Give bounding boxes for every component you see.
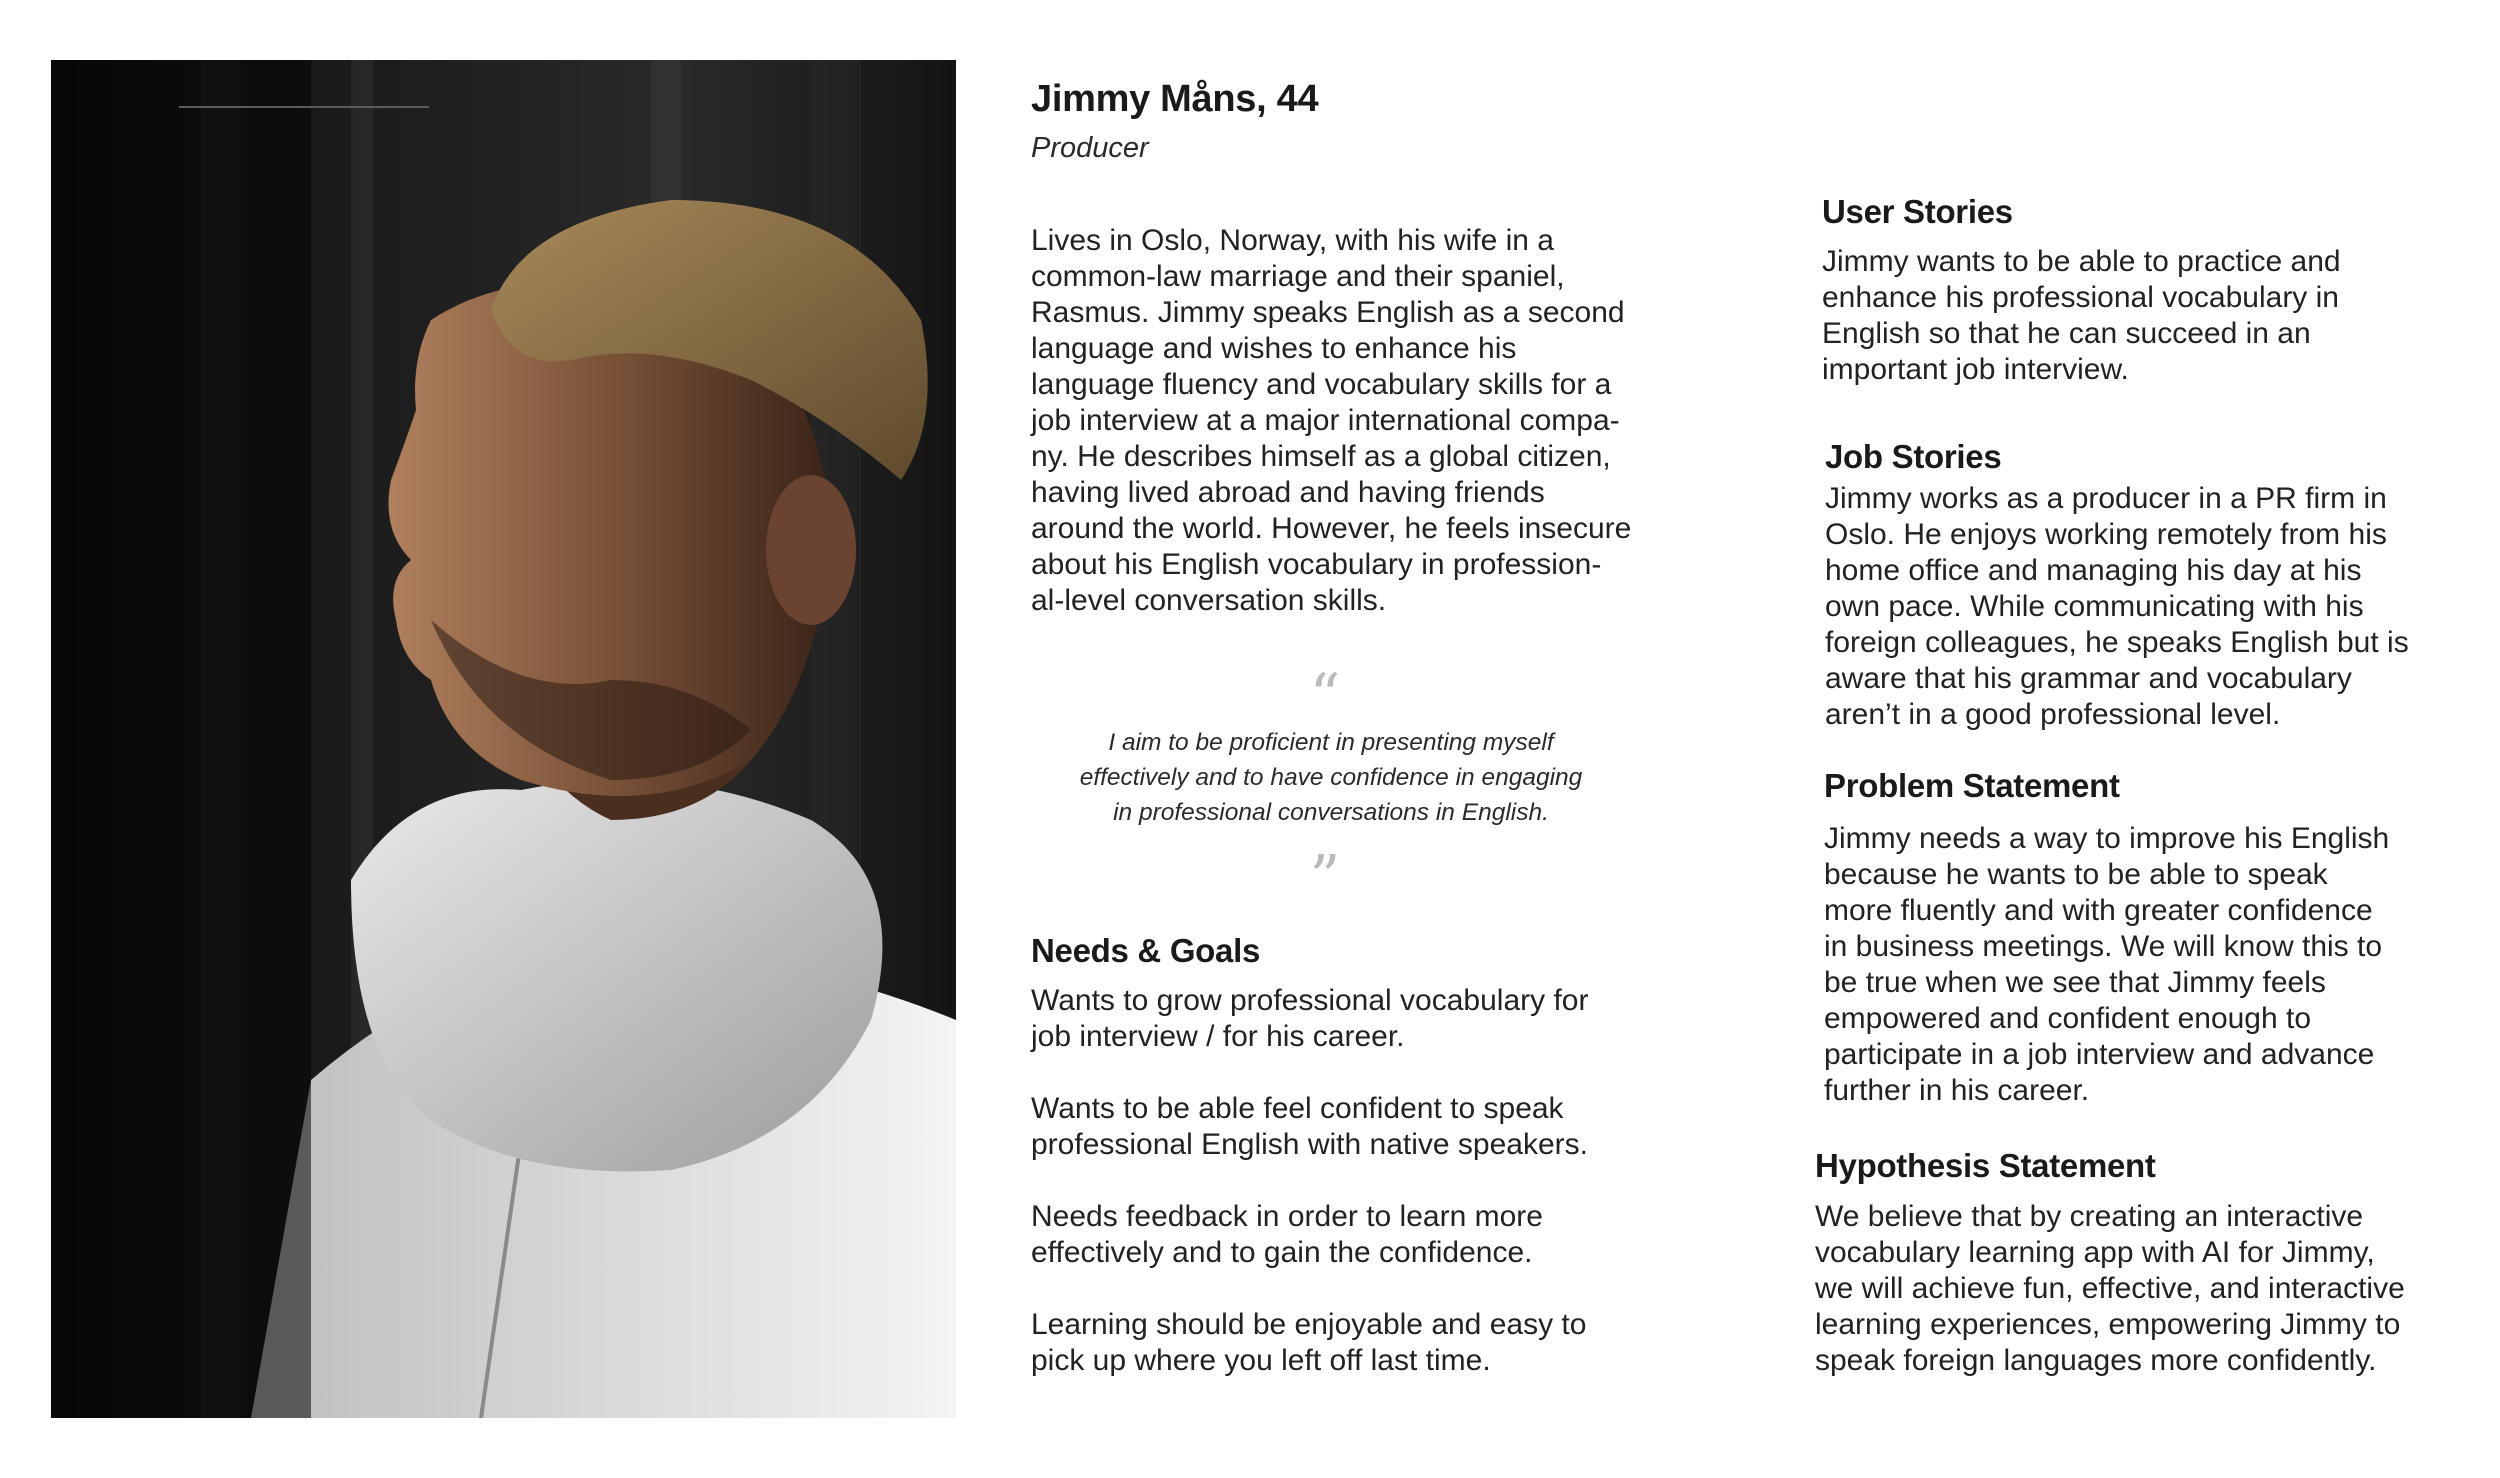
needs-goals-item: Wants to grow professional vocabulary for job interview / for his career. <box>1031 984 1589 1053</box>
persona-bio: Lives in Oslo, Norway, with his wife in a common-law marriage and their spaniel, Rasmus. Jimmy speaks English as a second language and wishes to enhance his language fluency and vocabulary skills for a job interview at a major international compa- ny. He describes himself as a global citizen, having lived abroad and having friends around the world. However, he feels insecure about his English vocabulary in profession- al-level conversation skills. <box>1031 224 1632 617</box>
persona-role: Producer <box>1031 132 1149 164</box>
quote-open-mark: “ <box>1309 661 1341 731</box>
quote-close-mark: ” <box>1309 843 1341 913</box>
problem-statement-heading: Problem Statement <box>1824 767 2120 804</box>
needs-goals-list <box>1031 983 1651 1415</box>
hypothesis-statement-heading: Hypothesis Statement <box>1815 1147 2156 1184</box>
job-stories-heading: Job Stories <box>1825 438 2002 475</box>
persona-photo <box>51 60 956 1418</box>
user-stories-text: Jimmy wants to be able to practice and enhance his professional vocabulary in English so that he can succeed in an important job interview. <box>1822 245 2341 386</box>
needs-goals-item: Wants to be able feel confident to speak professional English with native speakers. <box>1031 1092 1588 1161</box>
photo-divider-line <box>179 106 429 108</box>
job-stories-text: Jimmy works as a producer in a PR firm in Oslo. He enjoys working remotely from his home office and managing his day at his own pace. While communicating with his foreign colleagues, he speaks English but is aware that his grammar and vocabulary aren’t in a good professional level. <box>1825 482 2409 731</box>
persona-name: Jimmy Måns, 44 <box>1031 78 1319 120</box>
persona-quote: I aim to be proficient in presenting myself effectively and to have confidence in engaging in professional conversations in English. <box>1079 729 1583 826</box>
user-stories-heading: User Stories <box>1822 193 2013 230</box>
hypothesis-statement-text: We believe that by creating an interactive vocabulary learning app with AI for Jimmy, we will achieve fun, effective, and interactive learning experiences, empowering Jimmy to speak foreign languages more confidently. <box>1815 1200 2405 1377</box>
needs-goals-item: Needs feedback in order to learn more effectively and to gain the confidence. <box>1031 1200 1543 1269</box>
needs-goals-item: Learning should be enjoyable and easy to pick up where you left off last time. <box>1031 1308 1587 1377</box>
needs-goals-heading: Needs & Goals <box>1031 932 1261 969</box>
problem-statement-text: Jimmy needs a way to improve his English because he wants to be able to speak more fluently and with greater confidence in business meetings. We will know this to be true when we see that Jimmy feels empowered and confident enough to participate in a job interview and advance further in his career. <box>1824 822 2390 1107</box>
